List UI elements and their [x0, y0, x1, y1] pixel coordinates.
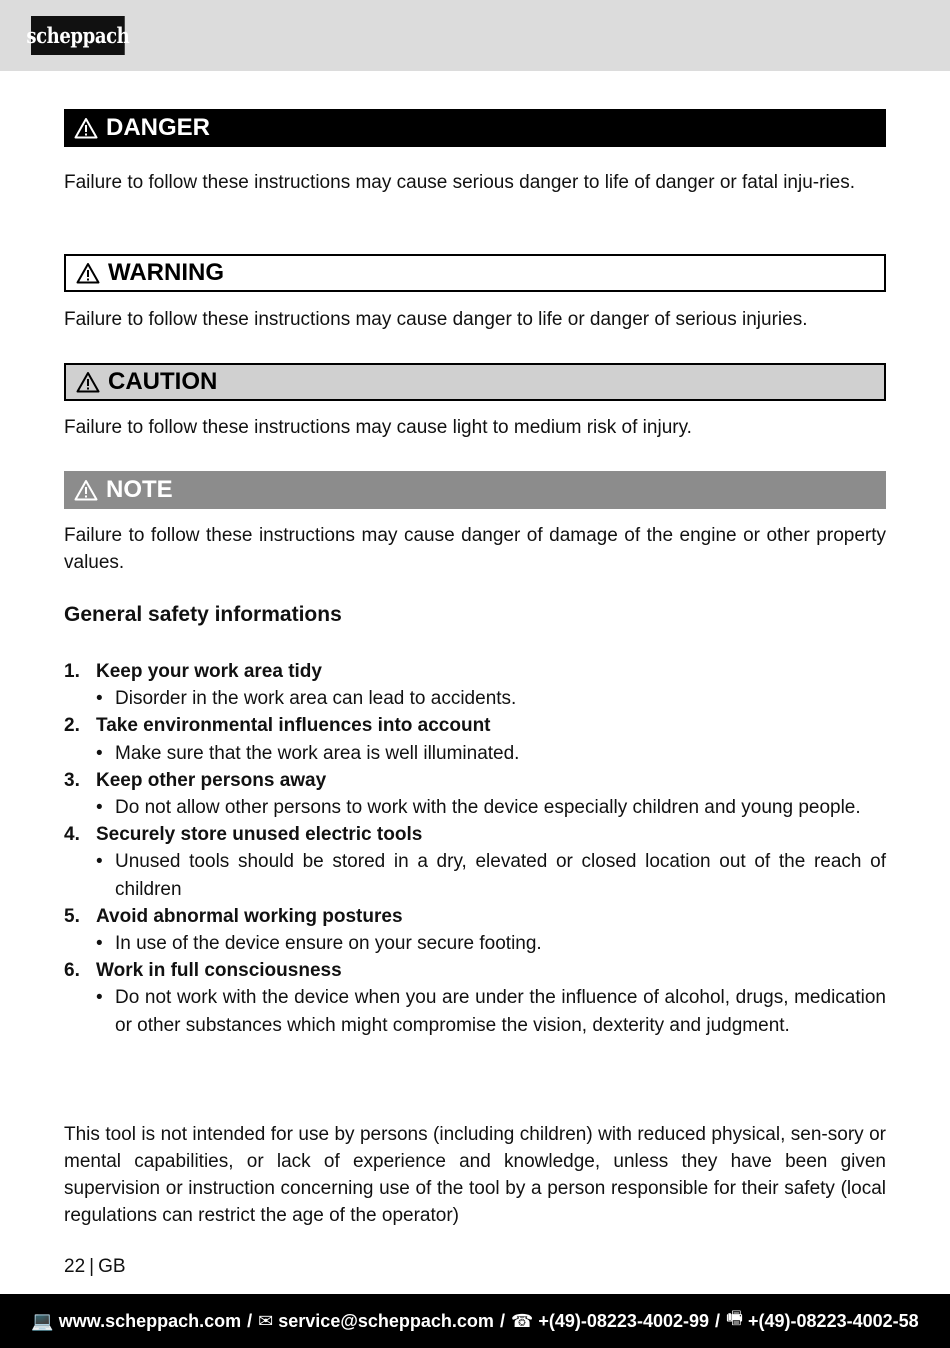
scheppach-logo: scheppach	[31, 16, 125, 55]
list-item-title	[64, 658, 886, 685]
list-item-bullet	[64, 685, 886, 712]
bullet-text: Make sure that the work area is well illuminated.	[115, 742, 520, 764]
page-language: GB	[98, 1256, 126, 1277]
note-banner	[64, 471, 886, 509]
bullet-icon: •	[96, 987, 103, 1009]
item-number: 1.	[64, 661, 80, 682]
item-heading: Take environmental influences into account	[96, 715, 491, 737]
item-number: 2.	[64, 715, 80, 737]
list-item-title	[64, 903, 886, 930]
list-item-bullet	[64, 794, 886, 821]
note-label: NOTE	[106, 476, 173, 503]
danger-label: DANGER	[106, 114, 211, 141]
bullet-text: Do not work with the device when you are under the influence of alcohol, drugs, medication or other substances which might compromise the vision, dexterity and judgment.	[115, 987, 886, 1036]
fax-icon: 🖷	[726, 1308, 744, 1328]
caution-text: Failure to follow these instructions may cause light to medium risk of injury.	[64, 417, 692, 438]
item-number: 3.	[64, 769, 80, 791]
warning-label: WARNING	[108, 259, 224, 286]
section-title: General safety informations	[64, 603, 342, 626]
warning-banner	[64, 254, 886, 292]
bullet-icon: •	[96, 742, 103, 764]
safety-list	[64, 658, 886, 1039]
footer-website[interactable]: www.scheppach.com	[58, 1310, 242, 1331]
phone-icon: ☎	[510, 1310, 534, 1331]
bullet-icon: •	[96, 797, 103, 819]
page-number-value: 22	[64, 1256, 86, 1277]
note-text: Failure to follow these instructions may cause danger of damage of the engine or other property values.	[64, 525, 886, 573]
list-item-bullet	[64, 848, 886, 902]
caution-label: CAUTION	[108, 368, 218, 395]
item-number: 6.	[64, 960, 80, 982]
item-number: 5.	[64, 905, 80, 927]
bullet-text: Disorder in the work area can lead to accidents.	[115, 688, 517, 710]
list-item-bullet	[64, 740, 886, 767]
bullet-icon: •	[96, 688, 103, 710]
bullet-text: Unused tools should be stored in a dry, elevated or closed location out of the reach of children	[115, 851, 886, 900]
footer-phone: +(49)-08223-4002-99	[538, 1310, 709, 1331]
caution-banner	[64, 363, 886, 401]
warning-triangle-icon	[76, 262, 100, 284]
list-item-title	[64, 712, 886, 739]
list-item-title	[64, 767, 886, 794]
envelope-icon: ✉	[258, 1310, 274, 1331]
closing-paragraph: This tool is not intended for use by persons (including children) with reduced physical, sen-sory or mental capabilities, or lack of experience and knowledge, unless they have been given supervision or instruction concerning use of the tool by a person responsible for their safety (local regulations can restrict the age of the operator)	[64, 1124, 886, 1226]
page-separator: |	[89, 1256, 95, 1277]
warning-triangle-icon	[76, 371, 100, 393]
footer-bar	[0, 1294, 950, 1348]
item-heading: Securely store unused electric tools	[96, 824, 423, 846]
list-item-title	[64, 957, 886, 984]
footer-separator: /	[499, 1310, 505, 1331]
item-heading: Keep other persons away	[96, 769, 327, 791]
bullet-text: Do not allow other persons to work with the device especially children and young people.	[115, 797, 861, 819]
page-number	[64, 1256, 126, 1278]
item-number: 4.	[64, 824, 80, 846]
item-heading: Keep your work area tidy	[96, 661, 322, 682]
list-item-bullet	[64, 930, 886, 957]
footer-separator: /	[247, 1310, 253, 1331]
bullet-icon: •	[96, 851, 103, 873]
warning-text: Failure to follow these instructions may cause danger to life or danger of serious injuries.	[64, 309, 808, 330]
item-heading: Avoid abnormal working postures	[96, 905, 403, 927]
warning-triangle-icon	[74, 479, 98, 501]
header-band	[0, 0, 950, 71]
computer-icon: 💻	[31, 1310, 54, 1331]
footer-fax: +(49)-08223-4002-58	[748, 1310, 919, 1331]
list-item-title	[64, 821, 886, 848]
footer-email[interactable]: service@scheppach.com	[278, 1310, 494, 1331]
item-heading: Work in full consciousness	[96, 960, 342, 982]
danger-banner	[64, 109, 886, 147]
footer-separator: /	[715, 1310, 721, 1331]
danger-text: Failure to follow these instructions may cause serious danger to life of danger or fatal inju-ries.	[64, 172, 856, 193]
bullet-text: In use of the device ensure on your secure footing.	[115, 933, 542, 955]
bullet-icon: •	[96, 933, 103, 955]
warning-triangle-icon	[74, 117, 98, 139]
list-item-bullet	[64, 984, 886, 1038]
